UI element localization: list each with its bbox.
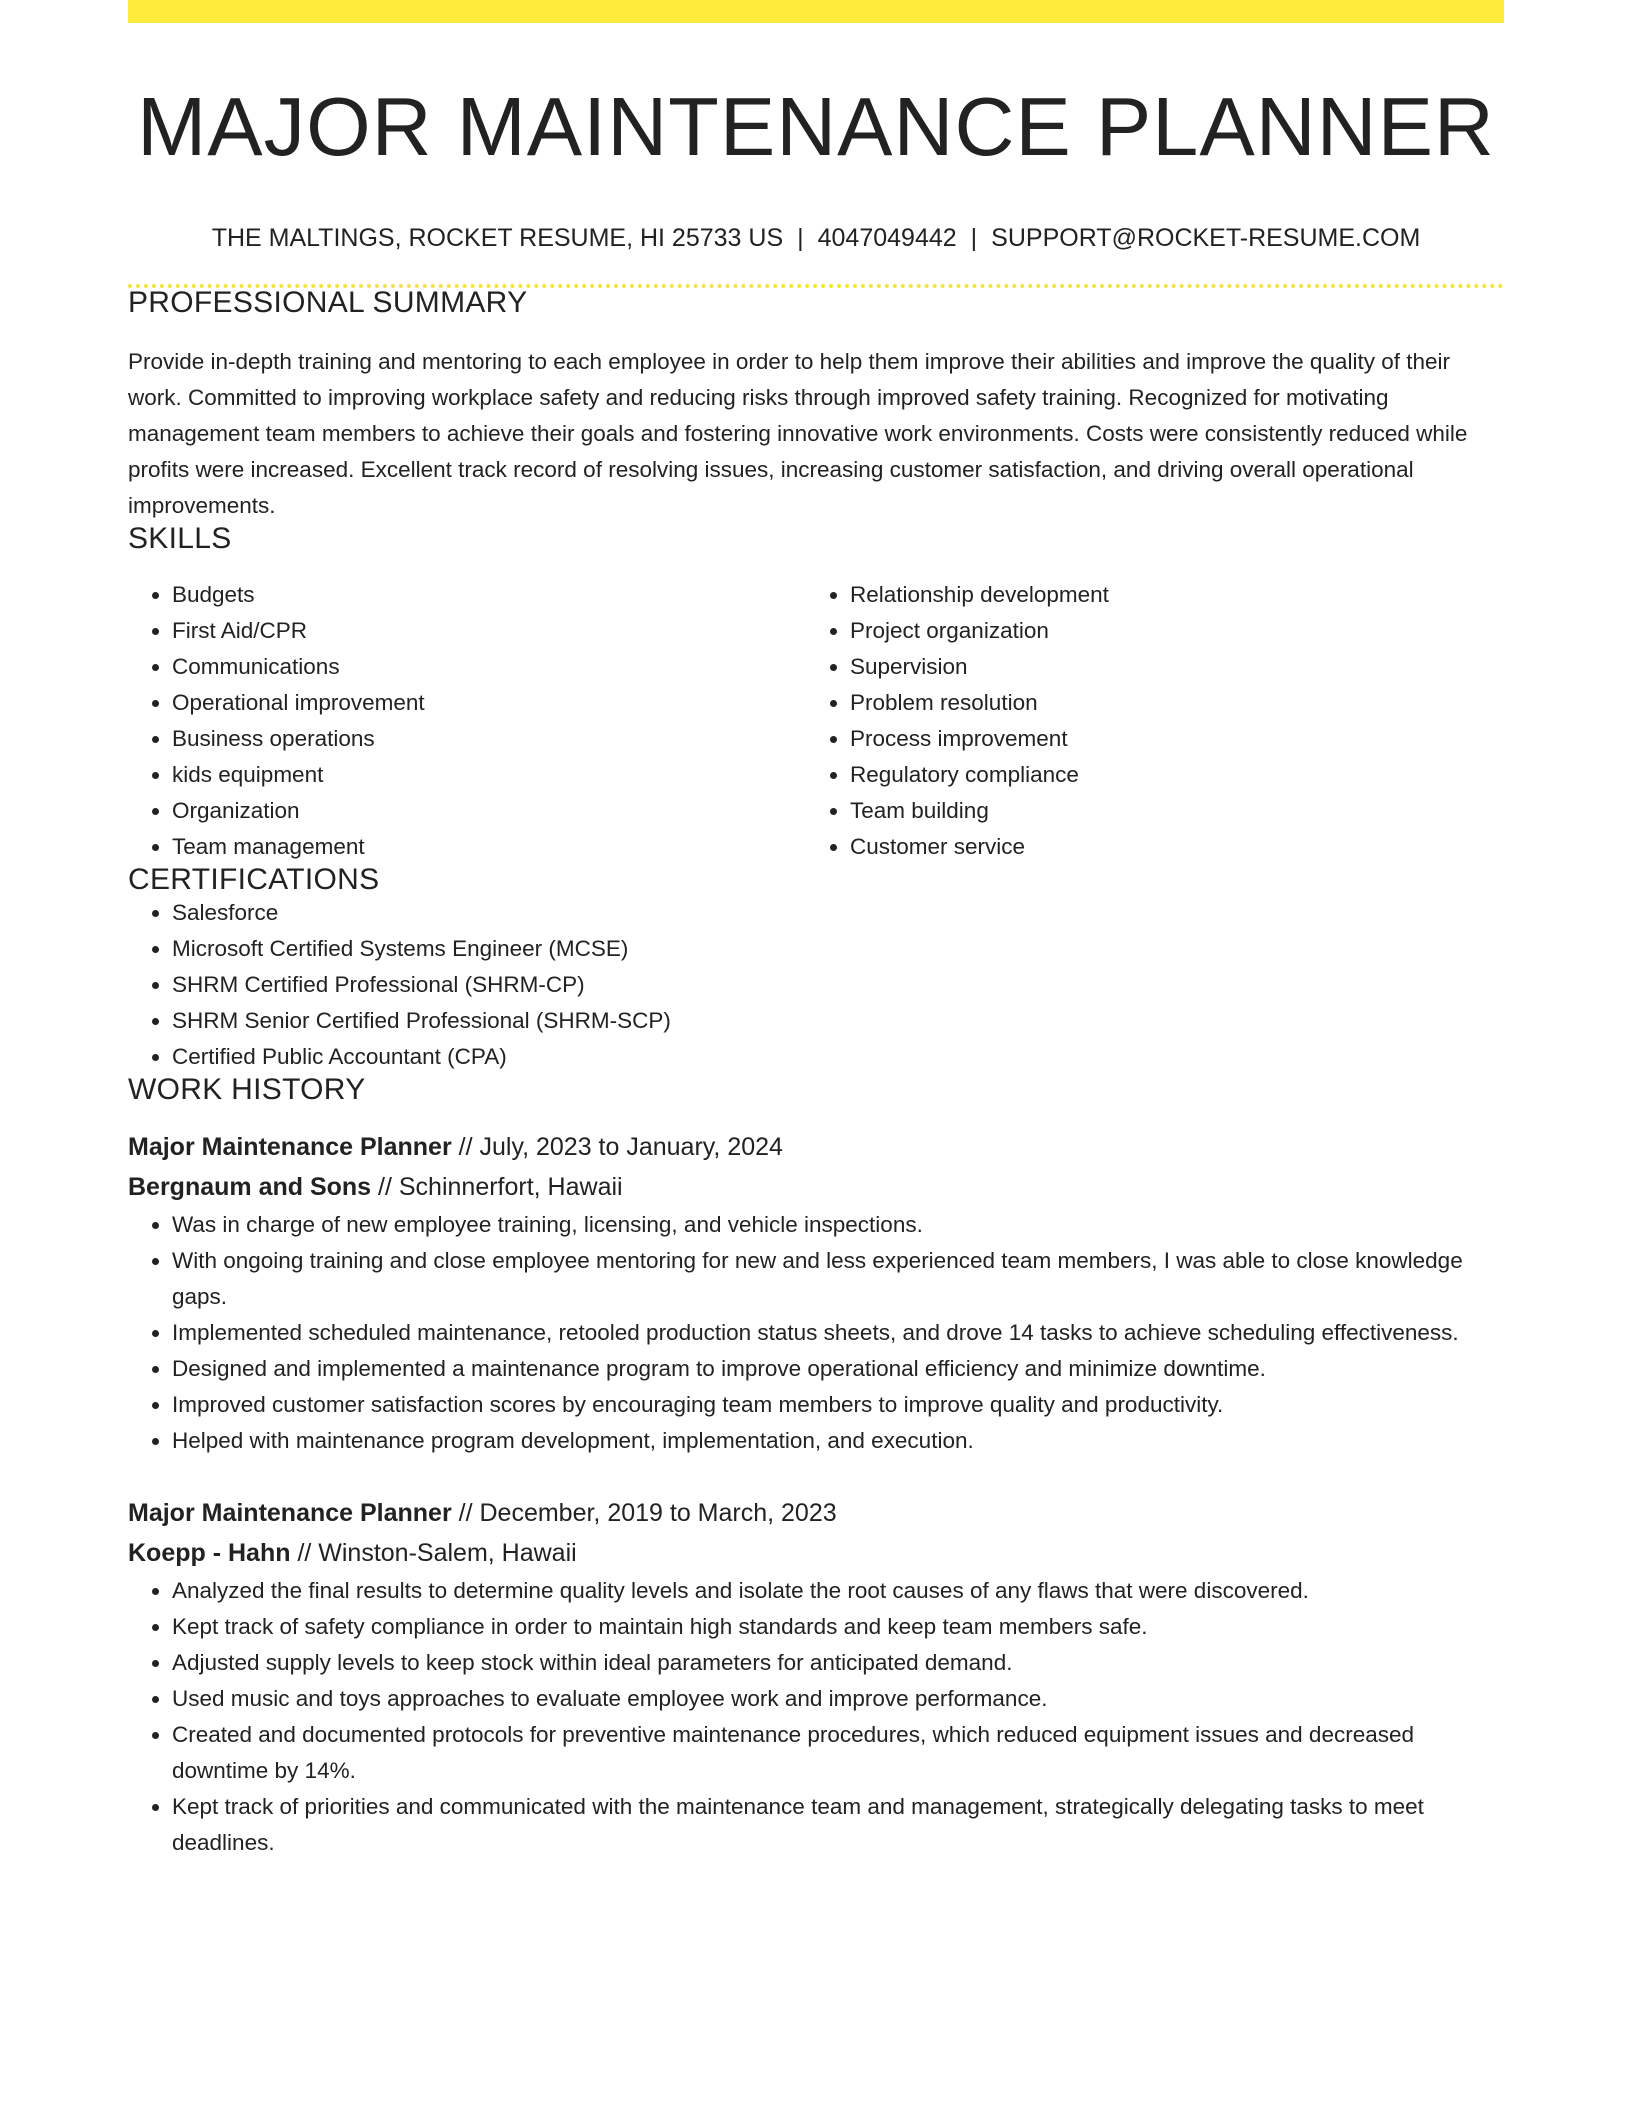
certifications-list: [128, 895, 1504, 1075]
job-bullet: • Kept track of safety compliance in order to maintain high standards and keep team members safe.: [172, 1609, 1504, 1645]
job-bullet-list: [128, 1207, 1504, 1459]
skill-item: • kids equipment: [172, 757, 806, 793]
contact-phone: 4047049442: [817, 224, 957, 252]
job-bullet: • Analyzed the final results to determine quality levels and isolate the root causes of any flaws that were discovered.: [172, 1573, 1504, 1609]
contact-email: SUPPORT@ROCKET-RESUME.COM: [991, 224, 1421, 252]
skills-column-right: [806, 577, 1484, 865]
skill-item: • Operational improvement: [172, 685, 806, 721]
job-dates: // December, 2019 to March, 2023: [451, 1499, 837, 1527]
job-bullet: • Helped with maintenance program development, implementation, and execution.: [172, 1423, 1504, 1459]
job-bullet: • With ongoing training and close employee mentoring for new and less experienced team members, I was able to close knowledge gaps.: [172, 1243, 1504, 1315]
job-title: Major Maintenance Planner: [128, 1499, 452, 1527]
job-bullet: • Created and documented protocols for preventive maintenance procedures, which reduced equipment issues and decreased downtime by 14%.: [172, 1717, 1504, 1789]
job-bullet: • Used music and toys approaches to evaluate employee work and improve performance.: [172, 1681, 1504, 1717]
skill-item: • Organization: [172, 793, 806, 829]
job-location: // Schinnerfort, Hawaii: [371, 1173, 623, 1201]
skill-item: • Business operations: [172, 721, 806, 757]
skill-item: • Budgets: [172, 577, 806, 613]
skills-columns: [128, 577, 1504, 865]
skill-item: • Regulatory compliance: [850, 757, 1484, 793]
resume-name-heading: MAJOR MAINTENANCE PLANNER: [137, 80, 1495, 173]
job-title: Major Maintenance Planner: [128, 1133, 452, 1161]
skill-item: • Team building: [850, 793, 1484, 829]
contact-line: [128, 226, 1504, 251]
job-company-line: [128, 1167, 1504, 1207]
job-bullet: • Implemented scheduled maintenance, retooled production status sheets, and drove 14 tasks to achieve scheduling effectiveness.: [172, 1315, 1504, 1351]
job-bullet: • Kept track of priorities and communicated with the maintenance team and management, strategically delegating tasks to meet deadlines.: [172, 1789, 1504, 1861]
certification-item: • Certified Public Accountant (CPA): [172, 1039, 1504, 1075]
job-bullet: • Improved customer satisfaction scores by encouraging team members to improve quality and productivity.: [172, 1387, 1504, 1423]
summary-text: Provide in-depth training and mentoring to each employee in order to help them improve their abilities and improve the quality of their work. Committed to improving workplace safety and reducing risks through improved safety training. Recognized for motivating management team members to achieve their goals and fostering innovative work environments. Costs were consistently reduced while profits were increased. Excellent track record of resolving issues, increasing customer satisfaction, and driving overall operational improvements.: [128, 349, 1468, 518]
skills-heading: SKILLS: [128, 522, 232, 555]
job-entry: [128, 1493, 1504, 1861]
skill-item: • First Aid/CPR: [172, 613, 806, 649]
summary-heading: PROFESSIONAL SUMMARY: [128, 286, 528, 319]
skill-item: • Communications: [172, 649, 806, 685]
job-bullet: • Designed and implemented a maintenance program to improve operational efficiency and minimize downtime.: [172, 1351, 1504, 1387]
certification-item: • SHRM Certified Professional (SHRM-CP): [172, 967, 1504, 1003]
job-title-line: [128, 1493, 1504, 1533]
job-company: Bergnaum and Sons: [128, 1173, 372, 1201]
job-company-line: [128, 1533, 1504, 1573]
job-dates: // July, 2023 to January, 2024: [451, 1133, 783, 1161]
skill-item: • Project organization: [850, 613, 1484, 649]
certification-item: • SHRM Senior Certified Professional (SHRM-SCP): [172, 1003, 1504, 1039]
skill-item: • Customer service: [850, 829, 1484, 865]
certifications-heading: CERTIFICATIONS: [128, 863, 380, 896]
job-location: // Winston-Salem, Hawaii: [290, 1539, 577, 1567]
skills-column-left: [128, 577, 806, 865]
resume-page: [128, 0, 1504, 1861]
contact-address: THE MALTINGS, ROCKET RESUME, HI 25733 US: [211, 224, 784, 252]
skill-item: • Process improvement: [850, 721, 1484, 757]
job-title-line: [128, 1127, 1504, 1167]
contact-separator: |: [797, 224, 804, 252]
job-bullet-list: [128, 1573, 1504, 1861]
certification-item: • Salesforce: [172, 895, 1504, 931]
job-entry: [128, 1127, 1504, 1459]
work-history-heading: WORK HISTORY: [128, 1073, 366, 1106]
contact-separator: |: [970, 224, 978, 252]
skills-list-right: [806, 577, 1484, 865]
skills-list-left: [128, 577, 806, 865]
skill-item: • Supervision: [850, 649, 1484, 685]
skill-item: • Relationship development: [850, 577, 1484, 613]
job-bullet: • Adjusted supply levels to keep stock within ideal parameters for anticipated demand.: [172, 1645, 1504, 1681]
accent-top-bar: [128, 0, 1504, 23]
skill-item: • Team management: [172, 829, 806, 865]
certification-item: • Microsoft Certified Systems Engineer (MCSE): [172, 931, 1504, 967]
skill-item: • Problem resolution: [850, 685, 1484, 721]
job-bullet: • Was in charge of new employee training, licensing, and vehicle inspections.: [172, 1207, 1504, 1243]
job-company: Koepp - Hahn: [128, 1539, 291, 1567]
